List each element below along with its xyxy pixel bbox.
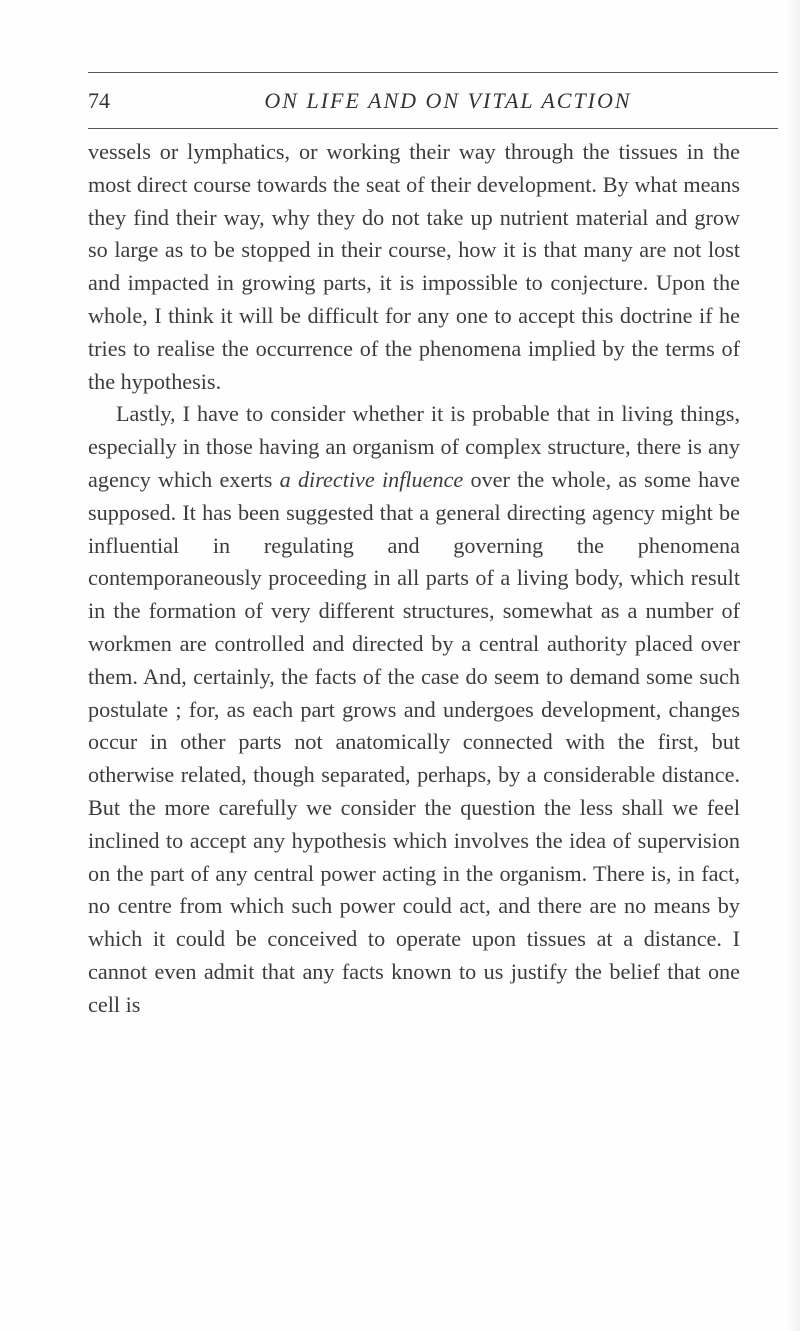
paragraph-1: [88, 136, 740, 398]
body-text: [88, 136, 740, 1022]
page-number: 74: [88, 88, 110, 113]
text-segment: vessels or lymphatics, or working their way through the tissues in the most direct course towards the seat of their development. By what means they find their way, why they do not take up nutrient material and grow so large as to be stopped in their course, how it is that many are not lost and impacted in growing parts, it is impossible to conjecture. Upon the whole, I think it will be difficult for any one to accept this doctrine if he tries to realise the occurrence of the phenomena implied by the terms of the hypothesis.: [88, 139, 740, 394]
text-segment: Lastly, I have to consider whether it is probable that in living things, especially in those having an organism of complex structure, there is any agency which exerts: [88, 401, 740, 492]
text-segment: over the whole, as some have supposed. It has been suggested that a general directing agency might be influential in regulating and governing the phenomena contemporaneously proceeding in all parts of a living body, which result in the formation of very different structures, somewhat as a number of workmen are controlled and directed by a central authority placed over them. And, certainly, the facts of the case do seem to demand some such postulate ; for, as each part grows and undergoes development, changes occur in other parts not anatomically connected with the first, but otherwise related, though separated, perhaps, by a considerable distance. But the more carefully we consider the question the less shall we feel inclined to accept any hypothesis which involves the idea of supervision on the part of any central power acting in the organism. There is, in fact, no centre from which such power could act, and there are no means by which it could be conceived to operate upon tissues at a distance. I cannot even admit that any facts known to us justify the belief that one cell is: [88, 466, 741, 1017]
running-head: ON LIFE AND ON VITAL ACTION: [264, 88, 632, 113]
header-top-rule: [88, 72, 778, 73]
page-header: [88, 88, 778, 128]
page-edge-shadow: [786, 0, 800, 1331]
header-bottom-rule: [88, 128, 778, 129]
italic-phrase: a directive influence: [279, 466, 464, 492]
paragraph-2: [88, 398, 740, 1021]
